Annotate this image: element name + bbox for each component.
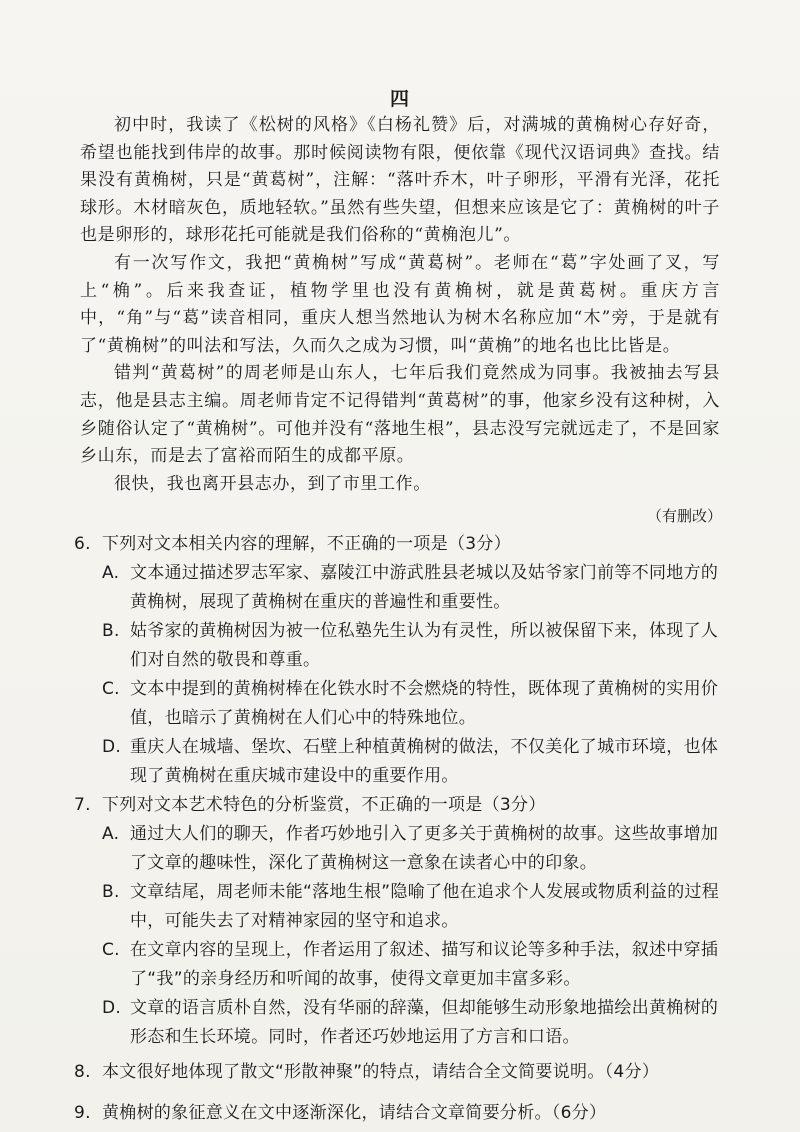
option-b — [102, 878, 734, 936]
question-9 — [74, 1099, 734, 1128]
option-letter: C. — [102, 679, 120, 699]
question-stem — [74, 1099, 734, 1128]
reading-passage — [80, 112, 720, 498]
question-text: 本文很好地体现了散文“形散神聚”的特点，请结合全文简要说明。（4分） — [102, 1062, 660, 1082]
question-number: 7. — [74, 795, 91, 815]
question-number: 6. — [74, 534, 91, 554]
question-7 — [74, 791, 734, 1052]
source-note: （有删改） — [646, 507, 722, 525]
option-a — [102, 559, 734, 617]
option-text: 通过大人们的聊天，作者巧妙地引入了更多关于黄桷树的故事。这些故事增加了文章的趣味性，深化了黄桷树这一意象在读者心中的印象。 — [130, 824, 719, 873]
option-text: 在文章内容的呈现上，作者运用了叙述、描写和议论等多种手法，叙述中穿插了“我”的亲身经历和听闻的故事，使得文章更加丰富多彩。 — [130, 940, 719, 989]
question-stem — [74, 791, 734, 820]
option-text: 文本中提到的黄桷树棒在化铁水时不会燃烧的特性，既体现了黄桷树的实用价值，也暗示了黄桷树在人们心中的特殊地位。 — [130, 679, 719, 728]
passage-paragraph: 有一次写作文，我把“黄桷树”写成“黄葛树”。老师在“葛”字处画了叉，写上“桷”。后来我查证，植物学里也没有黄桷树，就是黄葛树。重庆方言中，“角”与“葛”读音相同，重庆人想当然地认为树木名称应加“木”旁，于是就有了“黄桷树”的叫法和写法，久而久之成为习惯，叫“黄桷”的地名也比比皆是。 — [80, 252, 720, 356]
option-letter: A. — [102, 563, 120, 583]
passage-paragraph: 初中时，我读了《松树的风格》《白杨礼赞》后，对满城的黄桷树心存好奇，希望也能找到伟岸的故事。那时候阅读物有限，便依靠《现代汉语词典》查找。结果没有黄桷树，只是“黄葛树”，注解：“落叶乔木，叶子卵形，平滑有光泽，花托球形。木材暗灰色，质地轻软。”虽然有些失望，但想来应该是它了：黄桷树的叶子也是卵形的，球形花托可能就是我们俗称的“黄桷泡儿”。 — [80, 115, 720, 246]
option-c — [102, 936, 734, 994]
option-d — [102, 994, 734, 1052]
question-stem — [74, 1058, 734, 1087]
question-number: 9. — [74, 1103, 91, 1123]
option-text: 文本通过描述罗志军家、嘉陵江中游武胜县老城以及姑爷家门前等不同地方的黄桷树，展现了黄桷树在重庆的普遍性和重要性。 — [130, 563, 719, 612]
option-text: 姑爷家的黄桷树因为被一位私塾先生认为有灵性，所以被保留下来，体现了人们对自然的敬畏和尊重。 — [130, 621, 719, 670]
question-8 — [74, 1058, 734, 1087]
option-d — [102, 733, 734, 791]
question-list — [74, 530, 734, 1128]
question-text: 下列对文本相关内容的理解，不正确的一项是（3分） — [102, 534, 512, 554]
passage-paragraph: 错判“黄葛树”的周老师是山东人，七年后我们竟然成为同事。我被抽去写县志，他是县志主编。周老师肯定不记得错判“黄葛树”的事，他家乡没有这种树，入乡随俗认定了“黄桷树”。可他并没有“落地生根”，县志没写完就远走了，不是回家乡山东，而是去了富裕而陌生的成都平原。 — [80, 363, 720, 467]
question-6 — [74, 530, 734, 791]
passage-paragraph: 很快，我也离开县志办，到了市里工作。 — [114, 473, 431, 494]
option-letter: B. — [102, 882, 120, 902]
question-text: 黄桷树的象征意义在文中逐渐深化，请结合文章简要分析。（6分） — [102, 1103, 607, 1123]
question-stem — [74, 530, 734, 559]
option-text: 文章结尾，周老师未能“落地生根”隐喻了他在追求个人发展或物质利益的过程中，可能失去了对精神家园的坚守和追求。 — [130, 882, 720, 931]
option-letter: A. — [102, 824, 120, 844]
section-number: 四 — [389, 88, 410, 110]
option-b — [102, 617, 734, 675]
question-text: 下列对文本艺术特色的分析鉴赏，不正确的一项是（3分） — [102, 795, 546, 815]
option-letter: D. — [102, 737, 122, 757]
question-number: 8. — [74, 1062, 91, 1082]
option-a — [102, 820, 734, 878]
option-letter: C. — [102, 940, 120, 960]
option-text: 重庆人在城墙、堡坎、石壁上种植黄桷树的做法，不仅美化了城市环境，也体现了黄桷树在重庆城市建设中的重要作用。 — [130, 737, 719, 786]
option-letter: B. — [102, 621, 120, 641]
option-c — [102, 675, 734, 733]
option-text: 文章的语言质朴自然，没有华丽的辞藻，但却能够生动形象地描绘出黄桷树的形态和生长环境。同时，作者还巧妙地运用了方言和口语。 — [130, 998, 719, 1047]
option-letter: D. — [102, 998, 122, 1018]
